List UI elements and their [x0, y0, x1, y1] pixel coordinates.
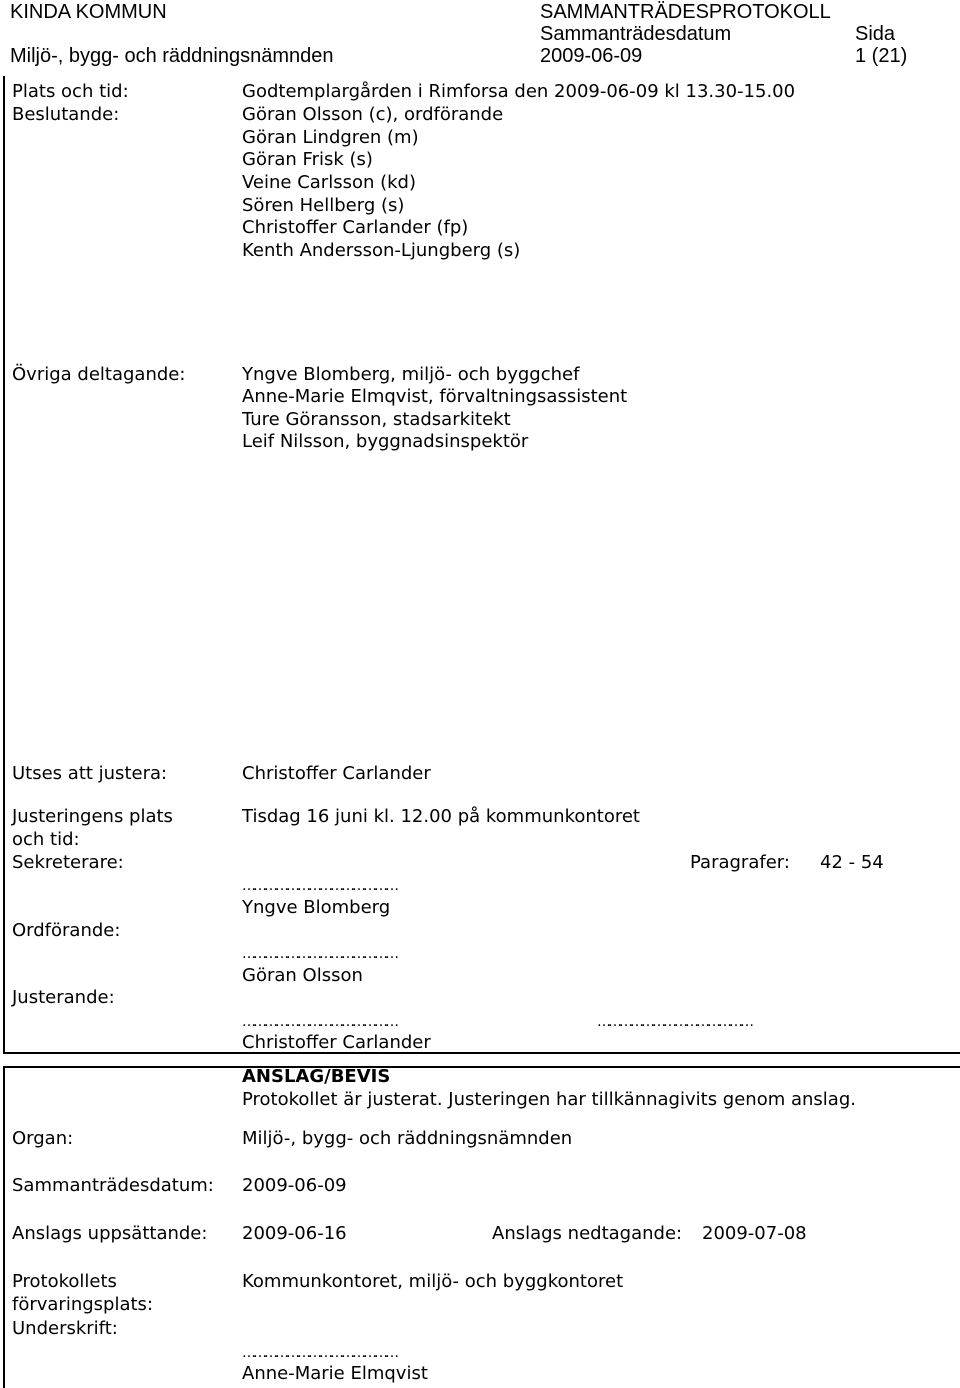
frame-left-line: [3, 76, 5, 1054]
adjust-place-value: Tisdag 16 juni kl. 12.00 på kommunkontoret: [242, 806, 640, 827]
page-number: 1 (21): [855, 45, 908, 67]
chair-name: Göran Olsson: [242, 965, 363, 986]
secretary-signature-line: ……………………………………: [242, 878, 396, 894]
signer-name: Anne-Marie Elmqvist: [242, 1363, 428, 1384]
members-label: Beslutande:: [12, 104, 120, 125]
participant: Anne-Marie Elmqvist, förvaltningsassistent: [242, 386, 628, 407]
member: Göran Frisk (s): [242, 149, 373, 170]
member: Veine Carlsson (kd): [242, 172, 416, 193]
storage-label-2: förvaringsplats:: [12, 1294, 154, 1315]
storage-label-1: Protokollets: [12, 1271, 117, 1292]
removed-label: Anslags nedtagande:: [492, 1223, 683, 1244]
signer-signature-line: ……………………………………: [242, 1345, 396, 1361]
date-label: Sammanträdesdatum: [540, 23, 732, 45]
adjust-time-label: och tid:: [12, 829, 80, 850]
organ-value: Miljö-, bygg- och räddningsnämnden: [242, 1128, 573, 1149]
justifier-label: Justerande:: [12, 987, 115, 1008]
others-label: Övriga deltagande:: [12, 364, 186, 385]
member: Sören Hellberg (s): [242, 195, 405, 216]
place-value: Godtemplargården i Rimforsa den 2009-06-09 kl 13.30-15.00: [242, 81, 796, 102]
paragraphs-value: 42 - 54: [820, 852, 884, 873]
notice-statement: Protokollet är justerat. Justeringen har tillkännagivits genom anslag.: [242, 1089, 856, 1110]
organ-label: Organ:: [12, 1128, 74, 1149]
posted-date: 2009-06-16: [242, 1223, 347, 1244]
participant: Leif Nilsson, byggnadsinspektör: [242, 431, 529, 452]
notice-date-value: 2009-06-09: [242, 1175, 347, 1196]
member: Kenth Andersson-Ljungberg (s): [242, 240, 521, 261]
secretary-label: Sekreterare:: [12, 852, 124, 873]
place-label: Plats och tid:: [12, 81, 129, 102]
chair-label: Ordförande:: [12, 920, 121, 941]
storage-value: Kommunkontoret, miljö- och byggkontoret: [242, 1271, 624, 1292]
member: Christoffer Carlander (fp): [242, 217, 469, 238]
meeting-date: 2009-06-09: [540, 45, 643, 67]
justifier-signature-line-2: ……………………………………: [597, 1014, 751, 1030]
signature-label: Underskrift:: [12, 1318, 118, 1339]
secretary-name: Yngve Blomberg: [242, 897, 391, 918]
justifier-name: Christoffer Carlander: [242, 1032, 431, 1053]
municipality-name: KINDA KOMMUN: [10, 1, 167, 23]
committee-name: Miljö-, bygg- och räddningsnämnden: [10, 45, 334, 67]
document-type: SAMMANTRÄDESPROTOKOLL: [540, 1, 831, 23]
adjust-place-label: Justeringens plats: [12, 806, 173, 827]
adjuster-label: Utses att justera:: [12, 763, 168, 784]
member: Göran Lindgren (m): [242, 127, 419, 148]
participant: Yngve Blomberg, miljö- och byggchef: [242, 364, 580, 385]
posted-label: Anslags uppsättande:: [12, 1223, 208, 1244]
participant: Ture Göransson, stadsarkitekt: [242, 409, 511, 430]
justifier-signature-line: ……………………………………: [242, 1014, 396, 1030]
removed-date: 2009-07-08: [702, 1223, 807, 1244]
paragraphs-label: Paragrafer:: [690, 852, 790, 873]
chair-signature-line: ……………………………………: [242, 946, 396, 962]
notice-date-label: Sammanträdesdatum:: [12, 1175, 214, 1196]
notice-title: ANSLAG/BEVIS: [242, 1066, 391, 1087]
adjuster-name: Christoffer Carlander: [242, 763, 431, 784]
frame-divider-line: [3, 1052, 960, 1054]
member: Göran Olsson (c), ordförande: [242, 104, 504, 125]
notice-top-line: [3, 1066, 960, 1068]
notice-left-line: [3, 1066, 5, 1388]
page-label: Sida: [855, 23, 896, 45]
